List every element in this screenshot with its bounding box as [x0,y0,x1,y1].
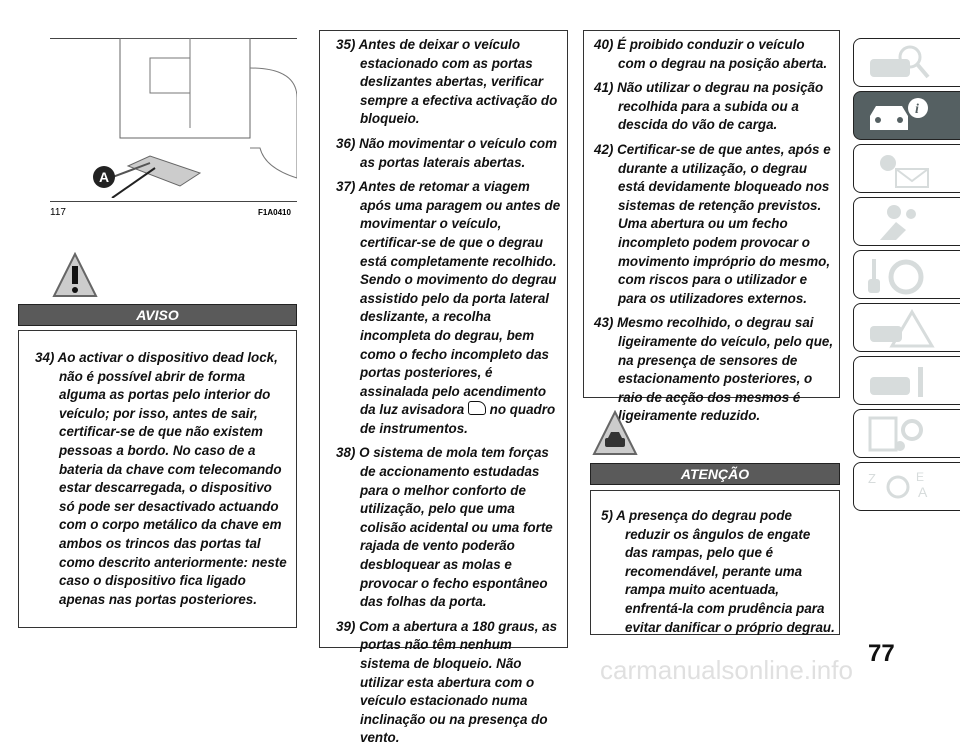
figure-number: 117 [50,207,66,218]
svg-text:Z: Z [868,471,876,486]
note-37 [336,178,563,438]
aviso-box [18,330,297,628]
tab-lights-messages[interactable] [853,144,960,193]
tab-search-car[interactable] [853,38,960,87]
tab-safety[interactable] [853,197,960,246]
tab-car-info[interactable] [853,91,960,140]
tab-emergency[interactable] [853,303,960,352]
note-35: 35) Antes de deixar o veículo estacionado com as portas deslizantes abertas, verificar sempre a efectiva activação do bloqueio. [336,37,558,127]
svg-text:i: i [915,102,919,117]
van-step-illustration [50,38,297,198]
note-42: 42) Certificar-se de que antes, após e durante a utilização, o degrau está devidamente bloqueado nos sistemas de retenção previstos. Uma abertura ou um fecho incompleto podem provocar o movimento impróprio do mesmo, com riscos para o utilizador e para os utilizadores externos. [594,141,831,306]
note-39: 39) Com a abertura a 180 graus, as portas não têm nenhum sistema de bloqueio. Não utilizar esta abertura com o veículo estacionado numa inclinação ou na presença do vento. [336,618,558,746]
note-37-tail: no quadro de instrumentos. [360,402,556,436]
tab-technical-data[interactable] [853,409,960,458]
search-car-icon [866,43,936,83]
technical-data-icon [866,414,936,454]
watermark: carmanualsonline.info [600,655,853,685]
tab-maintenance[interactable] [853,356,960,405]
atencao-box [590,490,840,635]
atencao-header: ATENÇÃO [590,463,840,485]
warning-triangle-icon [52,252,98,298]
car-door-warning-icon [468,401,486,415]
figure-bottom-rule [50,201,297,202]
tab-starting-driving[interactable] [853,250,960,299]
emergency-icon [866,308,936,348]
key-steering-icon [866,255,936,295]
figure-code: F1A0410 [258,208,291,217]
note-36: 36) Não movimentar o veículo com as portas laterais abertas. [336,135,558,170]
safety-airbag-icon [866,202,936,242]
note-38: 38) O sistema de mola tem forças de accionamento estudadas para o melhor conforto de utilização, pelo que uma colisão acidental ou uma forte rajada de vento poderão desbloquear as molas e provocar o fecho espontâneo das folhas da porta. [336,445,553,610]
svg-text:E: E [916,470,925,484]
caution-car-icon [592,410,638,456]
page-number: 77 [868,640,895,667]
atencao-item: 5) A presença do degrau pode reduzir os ângulos de engate das rampas, pelo que é recomendável, perante uma rampa muito acentuada, enfrentá-la com prudência para evitar danificar o próprio degrau. [601,508,835,635]
index-icon [866,467,936,507]
note-40: 40) É proibido conduzir o veículo com o degrau na posição aberta. [594,37,828,71]
note-43: 43) Mesmo recolhido, o degrau sai ligeiramente do veículo, pelo que, na presença de sensores de estacionamento posteriores, o raio de acção dos mesmos é ligeiramente reduzido. [594,315,834,424]
lights-messages-icon [866,149,936,189]
callout-a: A [93,166,115,188]
note-37-text: 37) Antes de retomar a viagem após uma paragem ou antes de movimentar o veículo, certificar-se de que o degrau está completamente recolhido. Sendo o movimento do degrau assistido pelo da porta lateral deslizante, a recolha incompleta do degrau, bem como o fecho incompleto das portas posteriores, é assinalada pelo acendimento da luz avisadora [336,179,561,418]
aviso-header: AVISO [18,304,297,326]
tab-index[interactable] [853,462,960,511]
notes-box-2 [319,30,568,746]
car-info-icon [866,96,936,136]
car-maintenance-icon [866,361,936,401]
note-41: 41) Não utilizar o degrau na posição recolhida para a subida ou a descida do vão de carga. [594,80,824,133]
aviso-item: 34) Ao activar o dispositivo dead lock, não é possível abrir de forma alguma as portas pelo interior do veículo; por isso, antes de sair, certificar-se de que não existem pessoas a bordo. No caso de a bateria da chave com telecomando estar descarregada, o dispositivo só pode ser desactivado actuando com o corpo metálico da chave em ambos os trincos das portas tal como descrito anteriormente: neste caso o dispositivo fica ligado apenas nas portas posteriores. [35,350,287,607]
notes-box-3 [583,30,840,424]
svg-text:A: A [918,484,928,500]
